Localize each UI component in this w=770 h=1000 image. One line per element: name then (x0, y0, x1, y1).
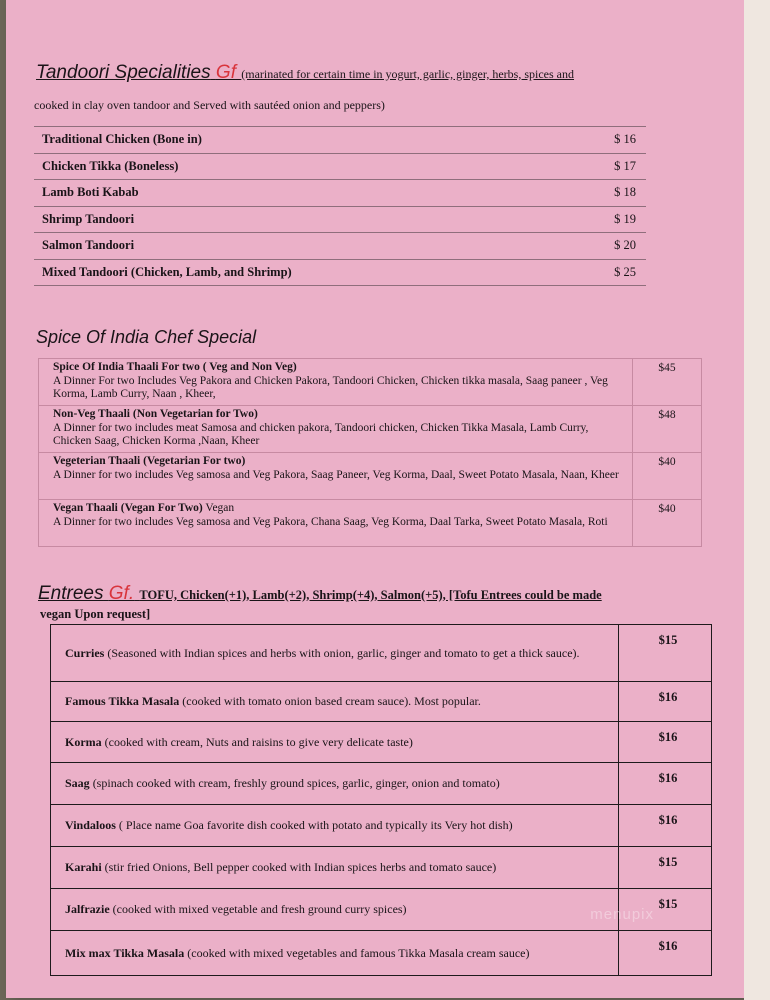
item-price: $ 17 (614, 158, 636, 173)
chef-special-table (38, 358, 702, 547)
menu-row (34, 260, 646, 287)
tandoori-heading (36, 62, 574, 84)
thaali-vegan-tag: Vegan (205, 502, 235, 514)
entree-price: $16 (619, 722, 712, 763)
entree-details (51, 763, 619, 805)
entree-details (51, 889, 619, 931)
thaali-row (39, 453, 702, 500)
thaali-row (39, 406, 702, 453)
thaali-row (39, 359, 702, 406)
entree-details (51, 805, 619, 847)
entree-name: Vindaloos (65, 818, 116, 832)
entree-price: $15 (619, 847, 712, 889)
thaali-details (39, 406, 633, 453)
entree-price: $16 (619, 682, 712, 722)
entree-name: Jalfrazie (65, 902, 110, 916)
entree-price: $16 (619, 805, 712, 847)
entree-description: (cooked with mixed vegetable and fresh ground curry spices) (109, 902, 407, 916)
thaali-details (39, 359, 633, 406)
entree-description: (cooked with mixed vegetables and famous Tikka Masala cream sauce) (184, 945, 530, 960)
tandoori-note-line2: cooked in clay oven tandoor and Served with sautéed onion and peppers) (34, 98, 385, 112)
entrees-title: Entrees (38, 583, 104, 604)
entree-row (51, 625, 712, 682)
entrees-gf-label: Gf. (108, 583, 135, 604)
entrees-heading (38, 583, 602, 605)
watermark: menupix (590, 906, 654, 923)
entree-name: Saag (65, 776, 90, 790)
thaali-description: A Dinner for two includes Veg samosa and Veg Pakora, Saag Paneer, Veg Korma, Daal, Sweet Potato Masala, Naan, Kheer (53, 468, 619, 481)
thaali-name: Spice Of India Thaali For two ( Veg and Non Veg) (53, 361, 297, 373)
thaali-price: $48 (633, 406, 702, 453)
thaali-price: $45 (633, 359, 702, 406)
entree-name: Korma (65, 734, 102, 749)
entrees-note-line1: TOFU, Chicken(+1), Lamb(+2), Shrimp(+4), Salmon(+5), [Tofu Entrees could be made (139, 588, 602, 602)
menu-page (6, 0, 744, 998)
item-name: Traditional Chicken (Bone in) (42, 132, 202, 147)
entree-details (51, 722, 619, 763)
entree-details (51, 931, 619, 976)
entree-details (51, 625, 619, 682)
thaali-name-line (53, 502, 628, 516)
thaali-details (39, 453, 633, 500)
entrees-note-line2: vegan Upon request] (40, 607, 151, 621)
thaali-description: A Dinner for two includes meat Samosa and chicken pakora, Tandoori chicken, Chicken Tikka Masala, Lamb Curry, Chicken Saag, Chicken Korma ,Naan, Kheer (53, 421, 589, 447)
entree-name: Curries (65, 645, 105, 660)
entree-row (51, 682, 712, 722)
item-price: $ 20 (614, 238, 636, 253)
item-price: $ 16 (614, 132, 636, 147)
entree-name: Famous Tikka Masala (65, 694, 180, 708)
entree-row (51, 763, 712, 805)
thaali-name: Vegan Thaali (Vegan For Two) (53, 502, 203, 514)
thaali-description: A Dinner for two includes Veg samosa and Veg Pakora, Chana Saag, Veg Korma, Daal Tarka, Sweet Potato Masala, Roti (53, 515, 608, 528)
item-price: $ 25 (614, 264, 636, 279)
menu-row (34, 127, 646, 154)
entree-description: ( Place name Goa favorite dish cooked with potato and typically its Very hot dish) (115, 818, 513, 832)
entree-details (51, 847, 619, 889)
entree-price: $16 (619, 931, 712, 976)
item-name: Shrimp Tandoori (42, 211, 135, 226)
item-name: Lamb Boti Kabab (42, 185, 139, 200)
thaali-price: $40 (633, 500, 702, 547)
thaali-description: A Dinner For two Includes Veg Pakora and Chicken Pakora, Tandoori Chicken, Chicken tikka masala, Saag paneer , Veg Korma, Lamb Curry, Naan , Kheer, (53, 374, 608, 400)
entree-row (51, 931, 712, 976)
entree-row (51, 722, 712, 763)
entree-price: $15 (619, 625, 712, 682)
tandoori-table (34, 126, 646, 286)
thaali-price: $40 (633, 453, 702, 500)
menu-row (34, 180, 646, 207)
item-price: $ 18 (614, 185, 636, 200)
item-name: Mixed Tandoori (Chicken, Lamb, and Shrimp) (42, 264, 292, 279)
thaali-row (39, 500, 702, 547)
menu-row (34, 233, 646, 260)
page-edge (744, 0, 770, 1000)
entree-description: (stir fried Onions, Bell pepper cooked with Indian spices herbs and tomato sauce) (101, 860, 497, 874)
item-price: $ 19 (614, 211, 636, 226)
chef-special-title: Spice Of India Chef Special (36, 327, 257, 347)
entree-description: (cooked with tomato onion based cream sauce). Most popular. (179, 694, 481, 708)
entree-name: Mix max Tikka Masala (65, 945, 185, 960)
entree-row (51, 805, 712, 847)
item-name: Chicken Tikka (Boneless) (42, 158, 179, 173)
entree-description: (spinach cooked with cream, freshly ground spices, garlic, ginger, onion and tomato) (89, 776, 500, 790)
entree-description: (Seasoned with Indian spices and herbs with onion, garlic, ginger and tomato to get a thick sauce). (104, 645, 580, 660)
thaali-name: Vegeterian Thaali (Vegetarian For two) (53, 455, 246, 467)
entrees-table (50, 624, 712, 976)
entree-name: Karahi (65, 860, 102, 874)
entree-price: $15 (619, 889, 712, 931)
entree-row (51, 847, 712, 889)
item-name: Salmon Tandoori (42, 238, 135, 253)
tandoori-title: Tandoori Specialities (36, 62, 211, 83)
menu-row (34, 207, 646, 234)
thaali-name: Non-Veg Thaali (Non Vegetarian for Two) (53, 408, 258, 420)
tandoori-gf-label: Gf (215, 62, 236, 83)
entree-price: $16 (619, 763, 712, 805)
entree-description: (cooked with cream, Nuts and raisins to give very delicate taste) (101, 734, 413, 749)
entree-details (51, 682, 619, 722)
tandoori-note-line1: (marinated for certain time in yogurt, garlic, ginger, herbs, spices and (241, 67, 575, 81)
menu-row (34, 154, 646, 181)
thaali-details (39, 500, 633, 547)
